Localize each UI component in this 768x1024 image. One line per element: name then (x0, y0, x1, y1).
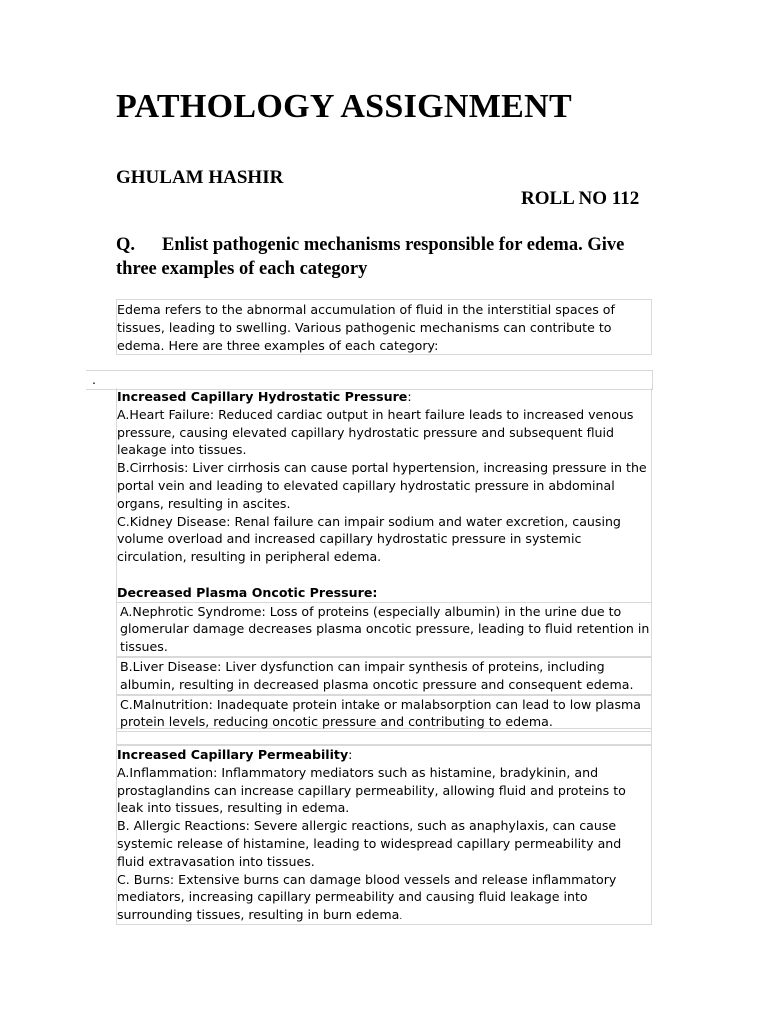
list-item: C.Malnutrition: Inadequate protein intake or malabsorption can lead to low plasma protein levels, reducing oncotic pressure and contributing to edema. (117, 695, 652, 733)
section-heading-text: Increased Capillary Permeability (117, 747, 349, 762)
question (116, 233, 656, 281)
list-item: A.Nephrotic Syndrome: Loss of proteins (especially albumin) in the urine due to glomerular damage decreases plasma oncotic pressure, leading to fluid retention in tissues. (117, 602, 652, 657)
bullet-row (86, 370, 653, 390)
question-text: Enlist pathogenic mechanisms responsible for edema. Give three examples of each category (116, 235, 625, 279)
spacer-row (116, 729, 652, 745)
section-heading-colon: : (348, 747, 353, 762)
list-item-text: C. Burns: Extensive burns can damage blood vessels and release inflammatory mediators, increasing capillary permeability and causing fluid leakage into surrounding tissues, resulting in burn edema (117, 871, 617, 923)
intro-text: Edema refers to the abnormal accumulation of fluid in the interstitial spaces of tissues, leading to swelling. Various pathogenic mechanisms can contribute to edema. Here are three examples of each category: (117, 302, 615, 353)
list-item: B. Allergic Reactions: Severe allergic reactions, such as anaphylaxis, can cause systemic release of histamine, leading to widespread capillary permeability and fluid extravasation into tissues. (117, 818, 622, 869)
list-item: A.Heart Failure: Reduced cardiac output in heart failure leads to increased venous pressure, causing elevated capillary hydrostatic pressure and subsequent fluid leakage into tissues. (117, 406, 634, 458)
list-item: B.Liver Disease: Liver dysfunction can impair synthesis of proteins, including albumin, resulting in decreased plasma oncotic pressure and consequent edema. (117, 657, 652, 695)
section-heading (117, 388, 651, 406)
list-item: A.Inflammation: Inflammatory mediators such as histamine, bradykinin, and prostaglandins can increase capillary permeability, allowing fluid and proteins to leak into tissues, resulting in edema. (117, 764, 626, 816)
mechanisms-box (116, 388, 652, 729)
list-item: C.Kidney Disease: Renal failure can impair sodium and water excretion, causing volume overload and increased capillary hydrostatic pressure in systemic circulation, resulting in peripheral edema. (117, 513, 621, 565)
section-heading-colon: : (407, 389, 412, 404)
section-heading: Decreased Plasma Oncotic Pressure: (117, 584, 378, 600)
list-item (117, 871, 651, 927)
trailing-period: . (399, 912, 403, 923)
section-heading-text: Increased Capillary Hydrostatic Pressure (117, 389, 408, 404)
question-label: Q. (116, 235, 136, 255)
section-heading (117, 746, 651, 764)
intro-box (116, 299, 652, 355)
permeability-box (116, 745, 652, 925)
spacer (117, 566, 651, 584)
page-title: PATHOLOGY ASSIGNMENT (116, 88, 572, 125)
roll-number: ROLL NO 112 (521, 188, 640, 209)
list-item: B.Cirrhosis: Liver cirrhosis can cause portal hypertension, increasing pressure in the portal vein and leading to elevated capillary hydrostatic pressure in abdominal organs, resulting in ascites. (117, 460, 647, 511)
student-name: GHULAM HASHIR (116, 167, 284, 188)
bullet-dot: . (92, 372, 97, 387)
